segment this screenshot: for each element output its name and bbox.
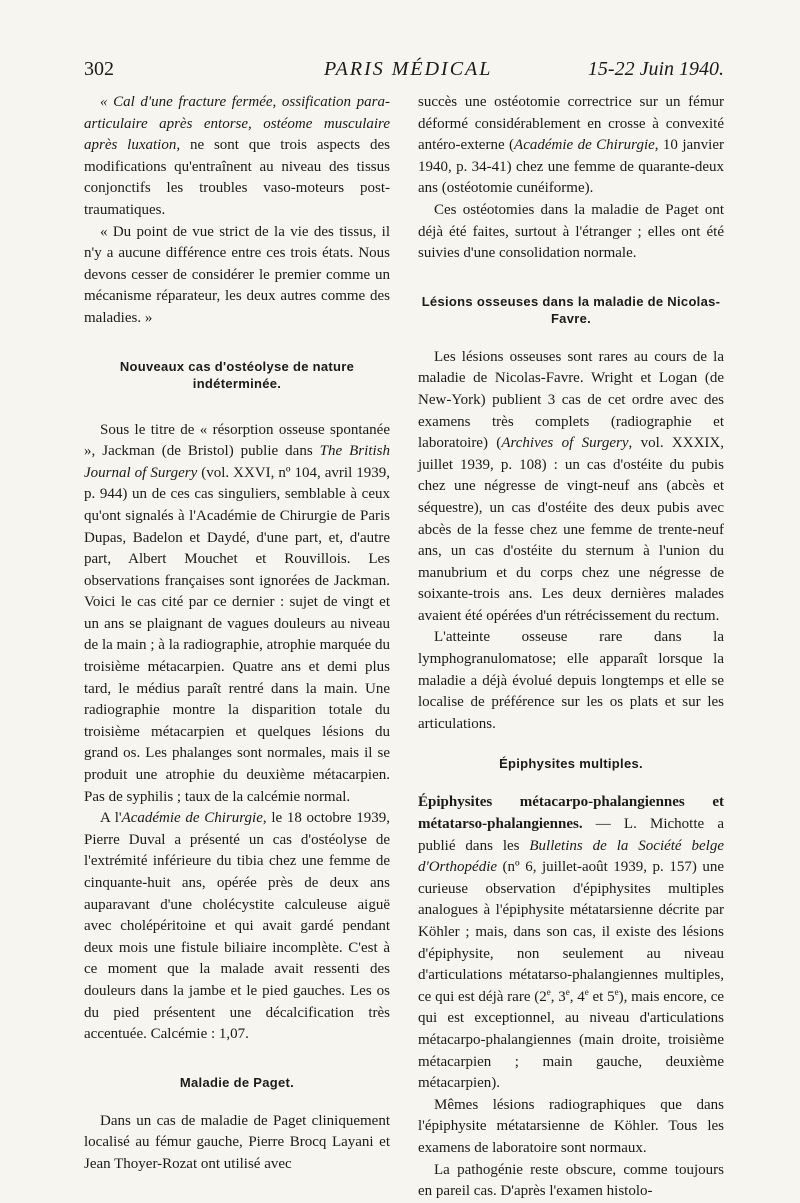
paragraph-jackman (84, 420, 390, 809)
journal-ref: Archives of Surgery (501, 435, 629, 452)
text: (vol. XXVI, nº 104, avril 1939, p. 944) un de ces cas singuliers, semblable à ceux qu'ont signalés à l'Académie de Chirurgie de Paris Dupas, Badelon et Daydé, d'une part, et, d'autre part, Albert Mouchet et Rouvillois. Les observations françaises sont ignorées de Jackman. Voici le cas cité par ce dernier : sujet de vingt et un ans se plaignant de vagues douleurs au niveau de la main ; à la radiographie, atrophie marquée du troisième métacarpien. Quatre ans et demi plus tard, le médius paraît rentré dans la main. Une radiographie montre la disparition totale du troisième métacarpien et quelques lésions du grand os. Les phalanges sont normales, mais il se produit une atrophie du deuxième métacarpien. Pas de syphilis ; taux de la calcémie normal. (84, 464, 390, 805)
paragraph-duval (84, 808, 390, 1046)
ordinal: 5 (607, 988, 615, 1005)
ordinal: 3 (558, 988, 566, 1005)
ordinal-suffix: e (614, 986, 619, 997)
running-header (84, 58, 724, 88)
text: , vol. XXXIX, juillet 1939, p. 108) : un cas d'ostéite du pubis chez une négresse de vingt-neuf ans (abcès et séquestre), un cas d'ostéite des deux pubis avec abcès de la fesse chez une femme de trente-neuf ans, un cas d'ostéite du sternum à l'union du manubrium et du corps chez une négresse de soixante-trois ans. Les deux dernières malades avaient été opérées d'un rétrécissement du rectum. (418, 435, 724, 624)
section-heading-nicolas-favre: Lésions osseuses dans la maladie de Nicolas-Favre. (421, 293, 721, 326)
text: (nº 6, juillet-août 1939, p. 157) une curieuse observation d'épiphysites multiples analogues à l'épiphysite métatarsienne décrite par Köhler ; mais, dans son cas, il existe des lésions d'épiphysite, non seulement au niveau d'articulations métatarso-phalangiennes multiples, ce qui est déjà rare ( (418, 859, 724, 1005)
text: succès une ostéotomie correctrice sur un fémur déformé considérablement en crosse à convexité antéro-externe ( (418, 94, 724, 154)
quote-italic: « Cal d'une fracture fermée, ossification para-articulaire après entorse, ostéome musculaire après luxation, (84, 94, 390, 154)
quote-text: ne sont que trois aspects des modifications qu'entraînent au niveau des tissus conjonctifs les troubles vaso-moteurs post-traumatiques. (84, 137, 390, 218)
ordinal-suffix: e (565, 986, 570, 997)
paragraph-wright-logan (418, 347, 724, 628)
ordinal: 2 (539, 988, 547, 1005)
section-heading-osteolyse: Nouveaux cas d'ostéolyse de nature indéterminée. (119, 358, 355, 391)
text: ), mais encore, ce qui est exceptionnel, au niveau d'articulations métacarpo-phalangiennes (main droite, troisième métacarpien ; main gauche, deuxième métacarpien). (418, 988, 725, 1092)
ordinal-suffix: e (546, 986, 551, 997)
text: , 10 janvier 1940, p. 34-41) chez une femme de quarante-deux ans (ostéotomie cunéiforme). (418, 137, 724, 197)
paragraph-kohler: Mêmes lésions radiographiques que dans l'épiphysite métatarsienne de Köhler. Tous les examens de laboratoire sont normaux. (418, 1096, 724, 1156)
paragraph-pathogenie: La pathogénie reste obscure, comme toujours en pareil cas. D'après l'examen histolo- (418, 1161, 724, 1200)
journal-ref: Bulletins de la Société belge d'Orthopédie (418, 837, 724, 876)
quote-paragraph-2: « Du point de vue strict de la vie des tissus, il n'y a aucune différence entre ces trois états. Nous devons cesser de considérer le premier comme un mécanisme réparateur, les deux autres comme des maladies. » (84, 223, 390, 326)
paragraph-lymphogranulomatose: L'atteinte osseuse rare dans la lymphogranulomatose; elle apparaît lorsque la maladie a déjà évolué depuis longtemps et elle se localise de préférence sur les os plats et sur les articulations. (418, 629, 724, 732)
text: , le 18 octobre 1939, Pierre Duval a présenté un cas d'ostéolyse de l'extrémité inférieure du tibia chez une femme de cinquante-huit ans, opérée près de deux ans auparavant d'une cholécystite calculeuse aiguë avec cholépéritoine et qui avait gardé pendant deux mois une fistule biliaire incomplète. C'est à ce moment que la malade avait ressenti des douleurs dans la jambe et le pied gauches. Les os du pied présentent une décalcification très accentuée. Calcémie : 1,07. (84, 810, 390, 1043)
text: Sous le titre de « résorption osseuse spontanée », Jackman (de Bristol) publie dans (84, 421, 390, 460)
text: A l' (100, 810, 122, 827)
subheading: Épiphysites métacarpo-phalangiennes et métatarso-phalangiennes. (418, 794, 724, 833)
issue-date: 15-22 Juin 1940. (587, 58, 724, 80)
section-heading-epiphysites: Épiphysites multiples. (499, 756, 643, 772)
journal-ref: Académie de Chirurgie (514, 137, 655, 154)
journal-ref: The British Journal of Surgery (84, 443, 390, 481)
ordinal-suffix: e (584, 986, 589, 997)
ordinal: 4 (577, 988, 585, 1005)
page-number: 302 (84, 58, 114, 80)
text: Les lésions osseuses sont rares au cours de la maladie de Nicolas-Favre. Wright et Logan (de New-York) publient 3 cas de cet ordre avec des examens très complets (radiographie et laboratoire) ( (418, 348, 724, 452)
section-heading-paget: Maladie de Paget. (179, 1074, 295, 1090)
paragraph-michotte: Épiphysites métacarpo-phalangiennes et métatarso-phalangiennes. — L. Michotte a publié dans les Bulletins de la Société belge d'Orthopédie (nº 6, juillet-août 1939, p. 157) une curieuse observation d'épiphysites multiples analogues à l'épiphysite métatarsienne décrite par Köhler ; mais, dans son cas, il existe des lésions d'épiphysite, non seulement au niveau d'articulations métatarso-phalangiennes multiples, ce qui est déjà rare (2e, 3e, 4e et 5e), mais encore, ce qui est exceptionnel, au niveau d'articulations métacarpo-phalangiennes (main droite, troisième métacarpien ; main gauche, deuxième métacarpien). (418, 794, 725, 1092)
journal-ref: Académie de Chirurgie (121, 810, 263, 827)
text: — L. Michotte a publié dans les (418, 816, 724, 854)
paragraph-paget: Dans un cas de maladie de Paget cliniquement localisé au fémur gauche, Pierre Brocq Layani et Jean Thoyer-Rozat ont utilisé avec (84, 1112, 390, 1172)
left-column (84, 92, 390, 1176)
paragraph-osteotomie (418, 92, 724, 200)
paragraph-osteotomie-2: Ces ostéotomies dans la maladie de Paget ont déjà été faites, surtout à l'étranger ; elles ont été suivies d'une consolidation normale. (418, 201, 724, 262)
right-column (418, 92, 724, 1203)
quote-paragraph-1 (84, 92, 390, 222)
journal-title: PARIS MÉDICAL (324, 58, 493, 80)
